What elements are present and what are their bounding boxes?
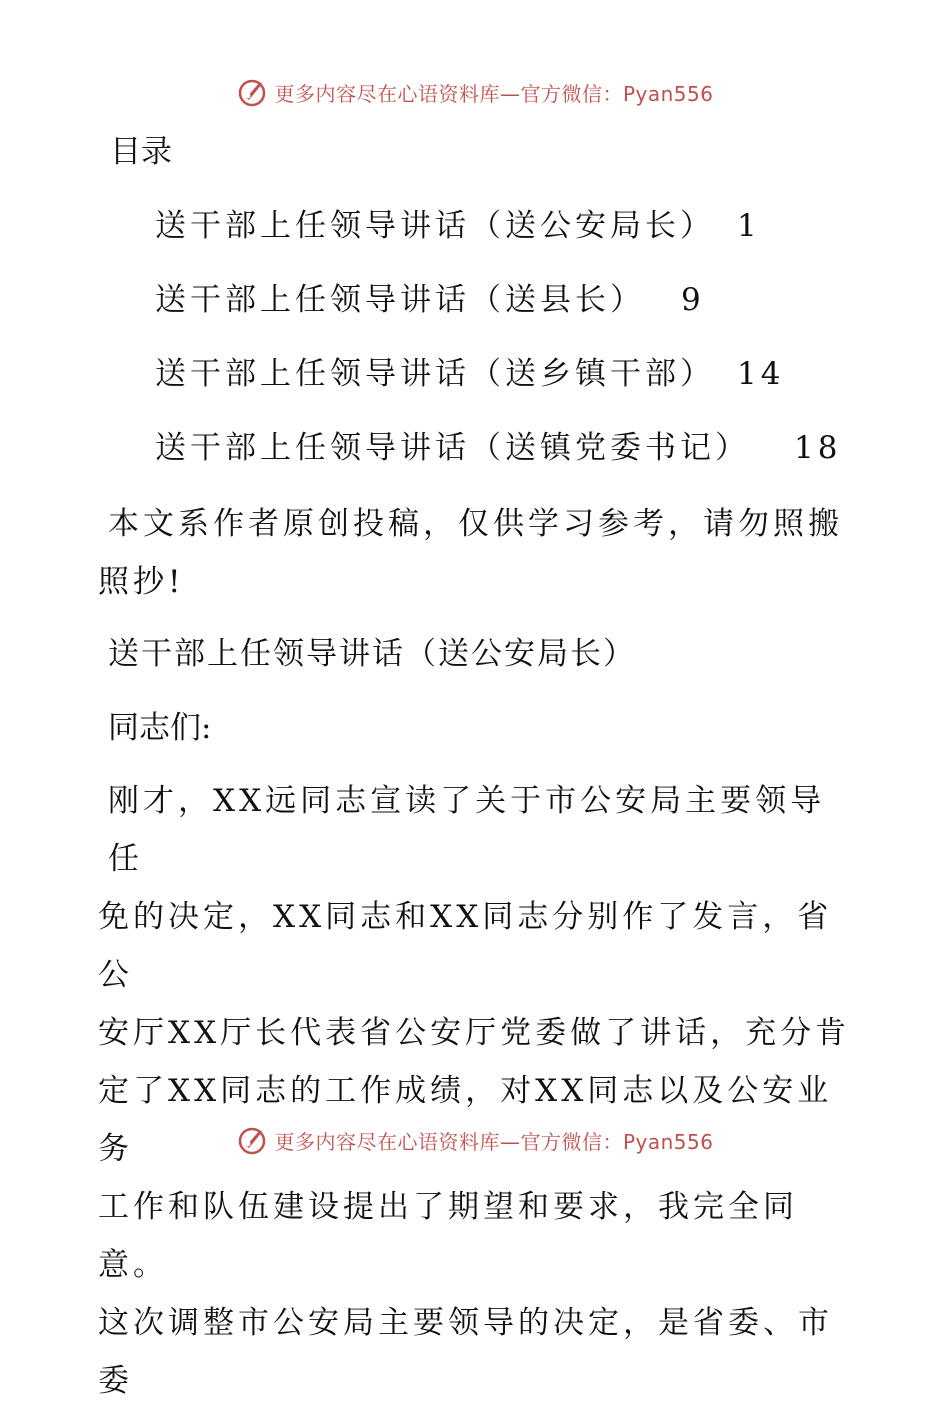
toc-item-page: 18 <box>794 430 842 466</box>
toc-item[interactable] <box>155 200 761 245</box>
body-line: 安厅XX厅长代表省公安厅党委做了讲话，充分肯 <box>98 1015 851 1051</box>
toc-item-title: 送干部上任领导讲话（送乡镇干部） <box>155 356 715 392</box>
watermark-text: 更多内容尽在心语资料库—官方微信：Pyan556 <box>274 1129 714 1154</box>
watermark-text: 更多内容尽在心语资料库—官方微信：Pyan556 <box>274 81 714 106</box>
toc-item-title: 送干部上任领导讲话（送镇党委书记） <box>155 430 750 466</box>
body-line: 定了XX同志的工作成绩，对XX同志以及公安业务 <box>98 1073 833 1167</box>
body-line: 工作和队伍建设提出了期望和要求，我完全同意。 <box>98 1189 798 1283</box>
header-watermark <box>0 72 950 112</box>
toc-item-page: 1 <box>737 208 761 244</box>
salutation: 同志们: <box>108 710 212 746</box>
body-line: 这次调整市公安局主要领导的决定，是省委、市委 <box>98 1305 833 1399</box>
footer-watermark <box>0 1120 950 1160</box>
notice-line-2: 照抄! <box>98 564 185 600</box>
toc-item-title: 送干部上任领导讲话（送公安局长） <box>155 208 715 244</box>
section-title: 送干部上任领导讲话（送公安局长） <box>108 636 636 672</box>
body-line: 刚才，XX远同志宣读了关于市公安局主要领导任 <box>108 783 826 877</box>
toc-item-page: 9 <box>681 282 705 318</box>
quill-seal-icon <box>236 1124 268 1156</box>
notice-line-1: 本文系作者原创投稿，仅供学习参考，请勿照搬 <box>108 506 843 542</box>
body-line: 免的决定，XX同志和XX同志分别作了发言，省公 <box>98 899 833 993</box>
toc-item-title: 送干部上任领导讲话（送县长） <box>155 282 645 318</box>
toc-heading: 目录 <box>110 134 172 170</box>
toc-item[interactable] <box>155 422 841 467</box>
body-paragraph <box>98 772 858 1410</box>
toc-item-page: 14 <box>737 356 785 392</box>
toc-item[interactable] <box>155 348 784 393</box>
toc-item[interactable] <box>155 274 705 319</box>
quill-seal-icon <box>236 76 268 108</box>
